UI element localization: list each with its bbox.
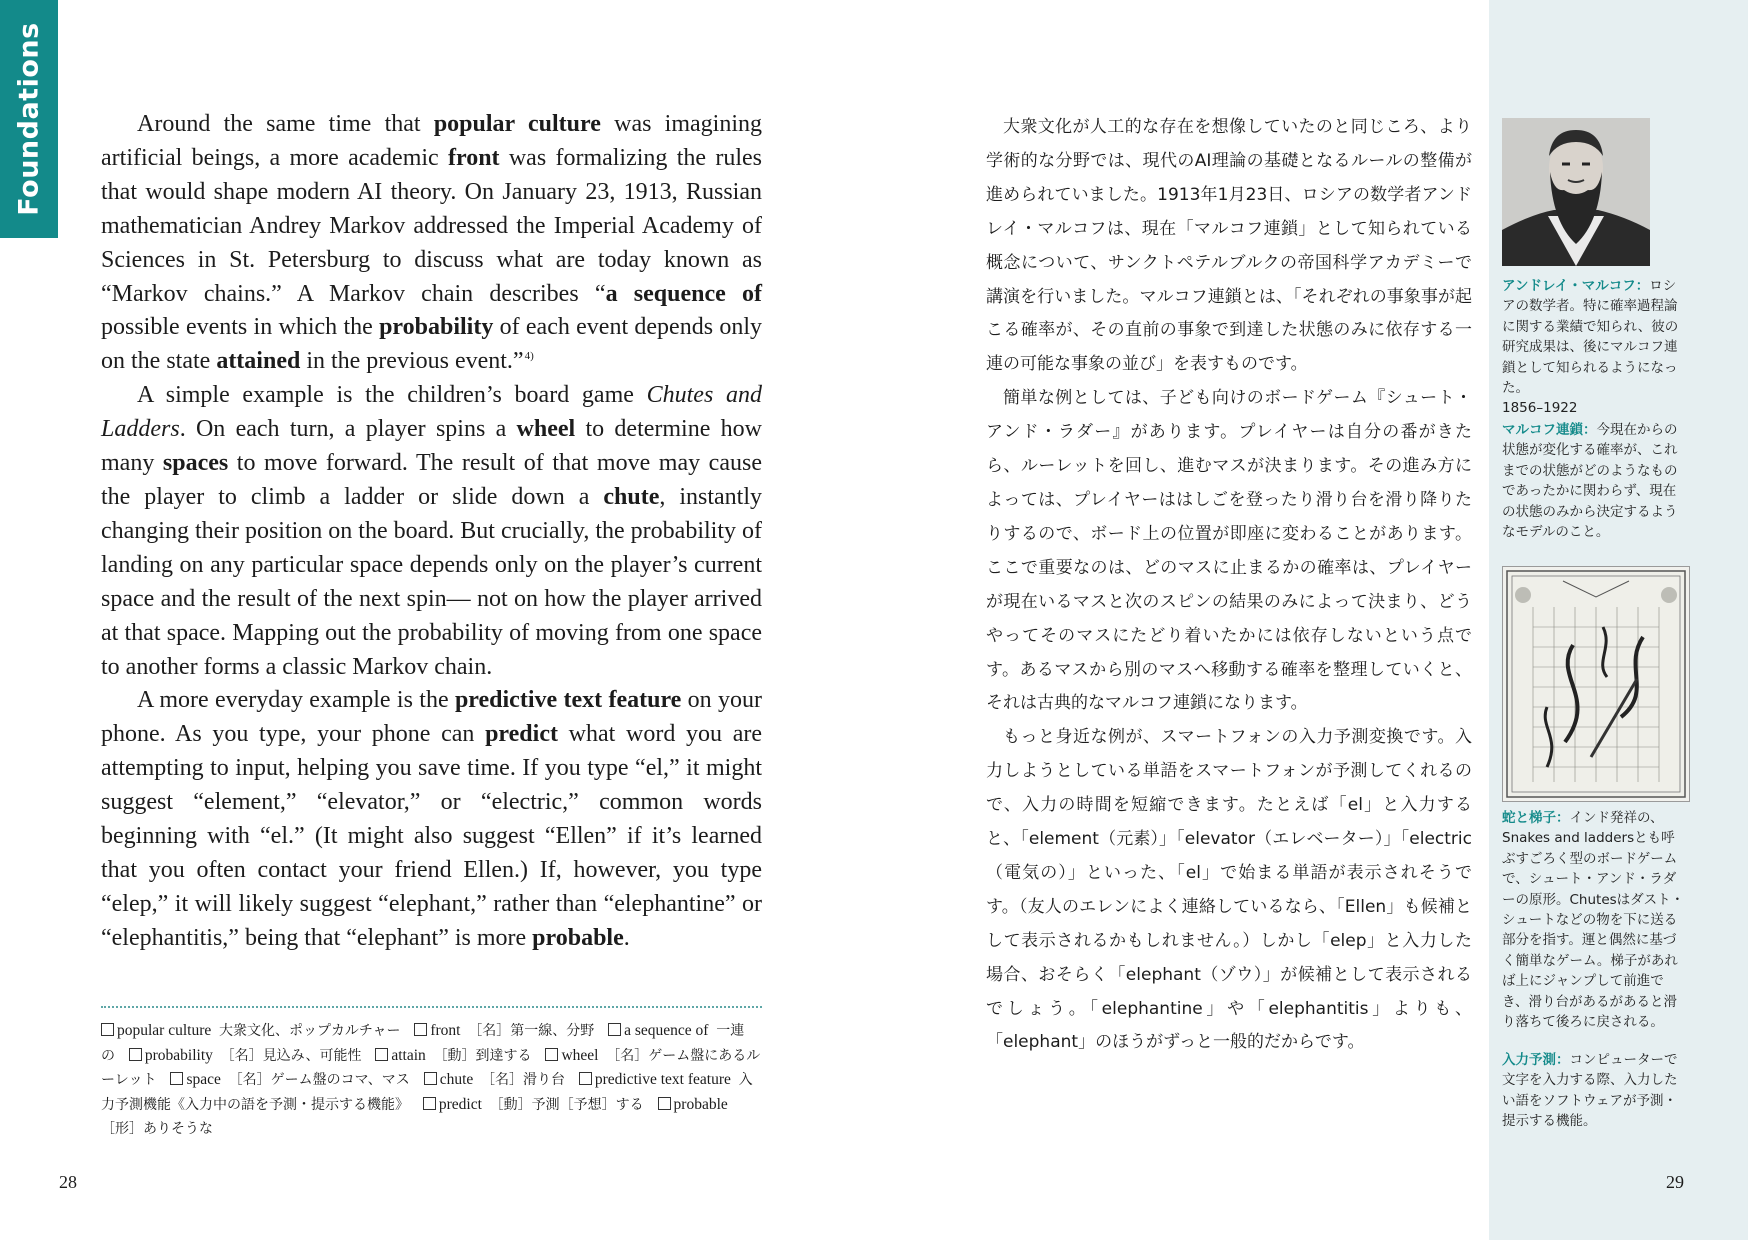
note-text: ロシアの数学者。特に確率過程論に関する業績で知られ、彼の研究成果は、後にマルコフ連鎖として知られるようになった。	[1502, 278, 1679, 397]
text-run: A simple example is the children’s board game	[137, 382, 647, 409]
vocab-highlight: attained	[216, 348, 301, 375]
jp-paragraph: 大衆文化が人工的な存在を想像していたのと同じころ、より学術的な分野では、現代のAI理論の基礎となるルールの整備が進められていました。1913年1月23日、ロシアの数学者アンドレイ・マルコフは、現在「マルコフ連鎖」として知られている概念について、サンクトペテルブルクの帝国科学アカデミーで講演を行いました。マルコフ連鎖とは、「それぞれの事象事が起こる確率が、その直前の事象で到達した状態のみに依存する一連の可能な事象の並び」を表すものです。	[986, 117, 1472, 375]
vocab-highlight: popular culture	[433, 111, 601, 137]
checkbox-icon	[101, 1023, 114, 1036]
text-run: in the previous event.”	[300, 348, 524, 375]
vocab-term: chute	[439, 1071, 482, 1088]
text-run: was formalizing the rules that would shape modern AI theory. On January 23, 1913, Russian mathematician Andrey Markov addressed the Imperial Academy of Sciences in St. Petersburg to discuss what are today known as “Markov chains.” A Markov chain describes “	[101, 144, 762, 307]
vocab-gloss: 入力予測機能《入力中の語を予測・提示する機能》	[101, 1072, 753, 1113]
checkbox-icon	[423, 1097, 436, 1110]
vocab-term: front	[430, 1022, 469, 1039]
vocab-gloss: ［名］ゲーム盤のコマ、マス	[228, 1072, 410, 1088]
note-term: マルコフ連鎖：	[1502, 422, 1597, 438]
page-number-right: 29	[1666, 1172, 1684, 1192]
text-run: possible events in which the	[101, 314, 380, 341]
vocab-term: wheel	[561, 1046, 607, 1064]
checkbox-icon	[545, 1048, 558, 1061]
vocab-gloss: ［名］見込み、可能性	[220, 1047, 362, 1064]
vocabulary-list	[101, 1019, 762, 1142]
markov-portrait-image	[1502, 118, 1650, 266]
vocab-highlight: spaces	[162, 450, 229, 477]
vocab-entry	[129, 1047, 362, 1064]
note-years: 1856–1922	[1502, 400, 1578, 417]
checkbox-icon	[658, 1097, 671, 1110]
vocab-term: space	[186, 1071, 229, 1088]
vocab-entry	[375, 1047, 531, 1064]
text-run: A more everyday example is the	[137, 687, 455, 714]
vocab-entry	[423, 1096, 644, 1113]
note-snakes-and-ladders	[1502, 808, 1688, 1032]
checkbox-icon	[129, 1048, 142, 1061]
vocab-gloss: ［形］ありそうな	[101, 1121, 213, 1137]
checkbox-icon	[579, 1072, 592, 1085]
vocab-highlight: probable	[532, 924, 624, 951]
section-tab	[0, 0, 58, 238]
vocab-term: probability	[144, 1046, 221, 1064]
board-figure	[1503, 567, 1689, 801]
note-text: 今現在からの状態が変化する確率が、これまでの状態がどのようなものであったかに関わらず、現在の状態のみから決定するようなモデルのこと。	[1502, 422, 1678, 541]
divider	[101, 1006, 762, 1008]
vocab-entry	[101, 1022, 400, 1039]
vocab-gloss: ［動］到達する	[433, 1047, 532, 1064]
vocab-term: popular culture	[117, 1022, 220, 1039]
en-paragraph	[101, 684, 762, 955]
note-term: アンドレイ・マルコフ：	[1502, 278, 1650, 294]
text-run: was imagining artificial beings, a more academic	[101, 111, 763, 171]
note-predictive-input	[1502, 1050, 1688, 1132]
vocab-highlight: predictive text feature	[454, 687, 682, 714]
vocab-entry	[414, 1022, 594, 1039]
vocab-highlight: front	[447, 144, 500, 171]
vocab-highlight: a sequence of	[605, 280, 762, 307]
checkbox-icon	[375, 1048, 388, 1061]
left-page-body	[101, 108, 762, 956]
vocab-gloss: ［動］予測［予想］する	[489, 1096, 644, 1113]
snakes-and-ladders-board-image	[1502, 566, 1690, 802]
text-run: . On each turn, a player spins a	[179, 416, 517, 443]
portrait-figure	[1502, 118, 1650, 266]
sidebar-notes	[1489, 0, 1748, 1240]
text-run: what word you are attempting to input, helping you save time. If you type “el,” it might suggest “element,” “elevator,” or “electric,” common words beginning with “el.” (It might also suggest “Ellen” if it’s learned that you often contact your friend Ellen.) If, however, you type “elep,” it will likely suggest “elephant,” rather than “elephantine” or “elephantitis,” being that “elephant” is more	[101, 721, 762, 951]
vocab-gloss: ［名］ゲーム盤にあるルーレット	[101, 1047, 761, 1088]
vocab-term: attain	[391, 1046, 434, 1064]
checkbox-icon	[414, 1023, 427, 1036]
jp-paragraph: もっと身近な例が、スマートフォンの入力予測変換です。入力しようとしている単語をスマートフォンが予測してくれるので、入力の時間を短縮できます。たとえば「el」と入力すると、「element（元素）」「elevator（エレベーター）」「electric（電気の）」といった、「el」で始まる単語が表示されそうです。（友人のエレンによく連絡しているなら、「Ellen」も候補として表示されるかもしれません。）しかし「elep」と入力した場合、おそらく「elephant（ゾウ）」が候補として表示されるでしょう。「elephantine」や「elephantitis」よりも、「elephant」のほうがずっと一般的だからです。	[986, 727, 1472, 1053]
note-text: コンピューターで文字を入力する際、入力したい語をソフトウェアが予測・提示する機能。	[1502, 1052, 1678, 1130]
checkbox-icon	[424, 1072, 437, 1085]
vocab-gloss: ［名］第一線、分野	[468, 1023, 595, 1039]
jp-paragraph: 簡単な例としては、子ども向けのボードゲーム『シュート・アンド・ラダー』があります。プレイヤーは自分の番がきたら、ルーレットを回し、進むマスが決まります。その進み方によっては、プレイヤーははしごを登ったり滑り台を滑り降りたりするので、ボード上の位置が即座に変わることがあります。ここで重要なのは、どのマスに止まるかの確率は、プレイヤーが現在いるマスと次のスピンの結果のみによって決まり、どうやってそのマスにたどり着いたかには依存しないという点です。あるマスから別のマスへ移動する確率を整理していくと、それは古典的なマルコフ連鎖になります。	[986, 388, 1472, 714]
text-run: Around the same time that	[137, 111, 434, 137]
text-run: to move forward. The result of that move may cause the player to climb a ladder or slide down a	[101, 450, 762, 510]
vocab-gloss: 一連の	[101, 1023, 745, 1064]
note-markov-chain	[1502, 420, 1688, 542]
text-run: , instantly changing their position on the board. But crucially, the probability of landing on any particular space depends only on the player’s current space and the result of the next spin— not on how the player arrived at that space. Mapping out the probability of moving from one space to another forms a classic Markov chain.	[101, 483, 763, 680]
text-run: on your phone. As you type, your phone can	[101, 687, 762, 748]
footnote-ref: 4)	[524, 350, 534, 363]
vocab-term: probable	[673, 1095, 736, 1113]
text-run: of each event depends only on the state	[101, 314, 763, 375]
text-run: to determine how many	[101, 416, 762, 477]
checkbox-icon	[170, 1072, 183, 1085]
note-text: インド発祥の、Snakes and laddersとも呼ぶすごろく型のボードゲームで、シュート・アンド・ラダーの原形。Chutesはダスト・シュートなどの物を下に送る部分を指す。運と偶然に基づく簡単なゲーム。梯子があれば上にジャンプして前進でき、滑り台があるがあると滑り落ちて後ろに戻される。	[1502, 810, 1685, 1031]
vocab-entry	[424, 1071, 565, 1088]
en-paragraph	[101, 379, 762, 684]
vocab-term: a sequence of	[624, 1022, 717, 1039]
note-markov	[1502, 276, 1688, 419]
checkbox-icon	[608, 1023, 621, 1036]
vocab-entry	[170, 1071, 409, 1088]
vocab-highlight: probability	[379, 314, 494, 341]
section-tab-label: Foundations	[13, 22, 45, 216]
vocab-highlight: wheel	[516, 416, 576, 443]
vocab-gloss: ［名］滑り台	[481, 1072, 566, 1088]
vocab-highlight: predict	[485, 721, 558, 748]
note-term: 蛇と梯子：	[1502, 810, 1570, 826]
vocab-term: predict	[438, 1095, 490, 1113]
text-run: Chutes and Ladders	[101, 382, 762, 443]
vocab-term: predictive text feature	[594, 1071, 739, 1088]
page-number-left: 28	[59, 1172, 77, 1192]
vocab-highlight: chute	[603, 483, 660, 510]
en-paragraph	[101, 108, 762, 379]
note-term: 入力予測：	[1502, 1052, 1570, 1068]
right-page-body	[986, 111, 1472, 1060]
text-run: .	[623, 924, 630, 951]
vocab-gloss: 大衆文化、ポップカルチャー	[219, 1023, 401, 1039]
